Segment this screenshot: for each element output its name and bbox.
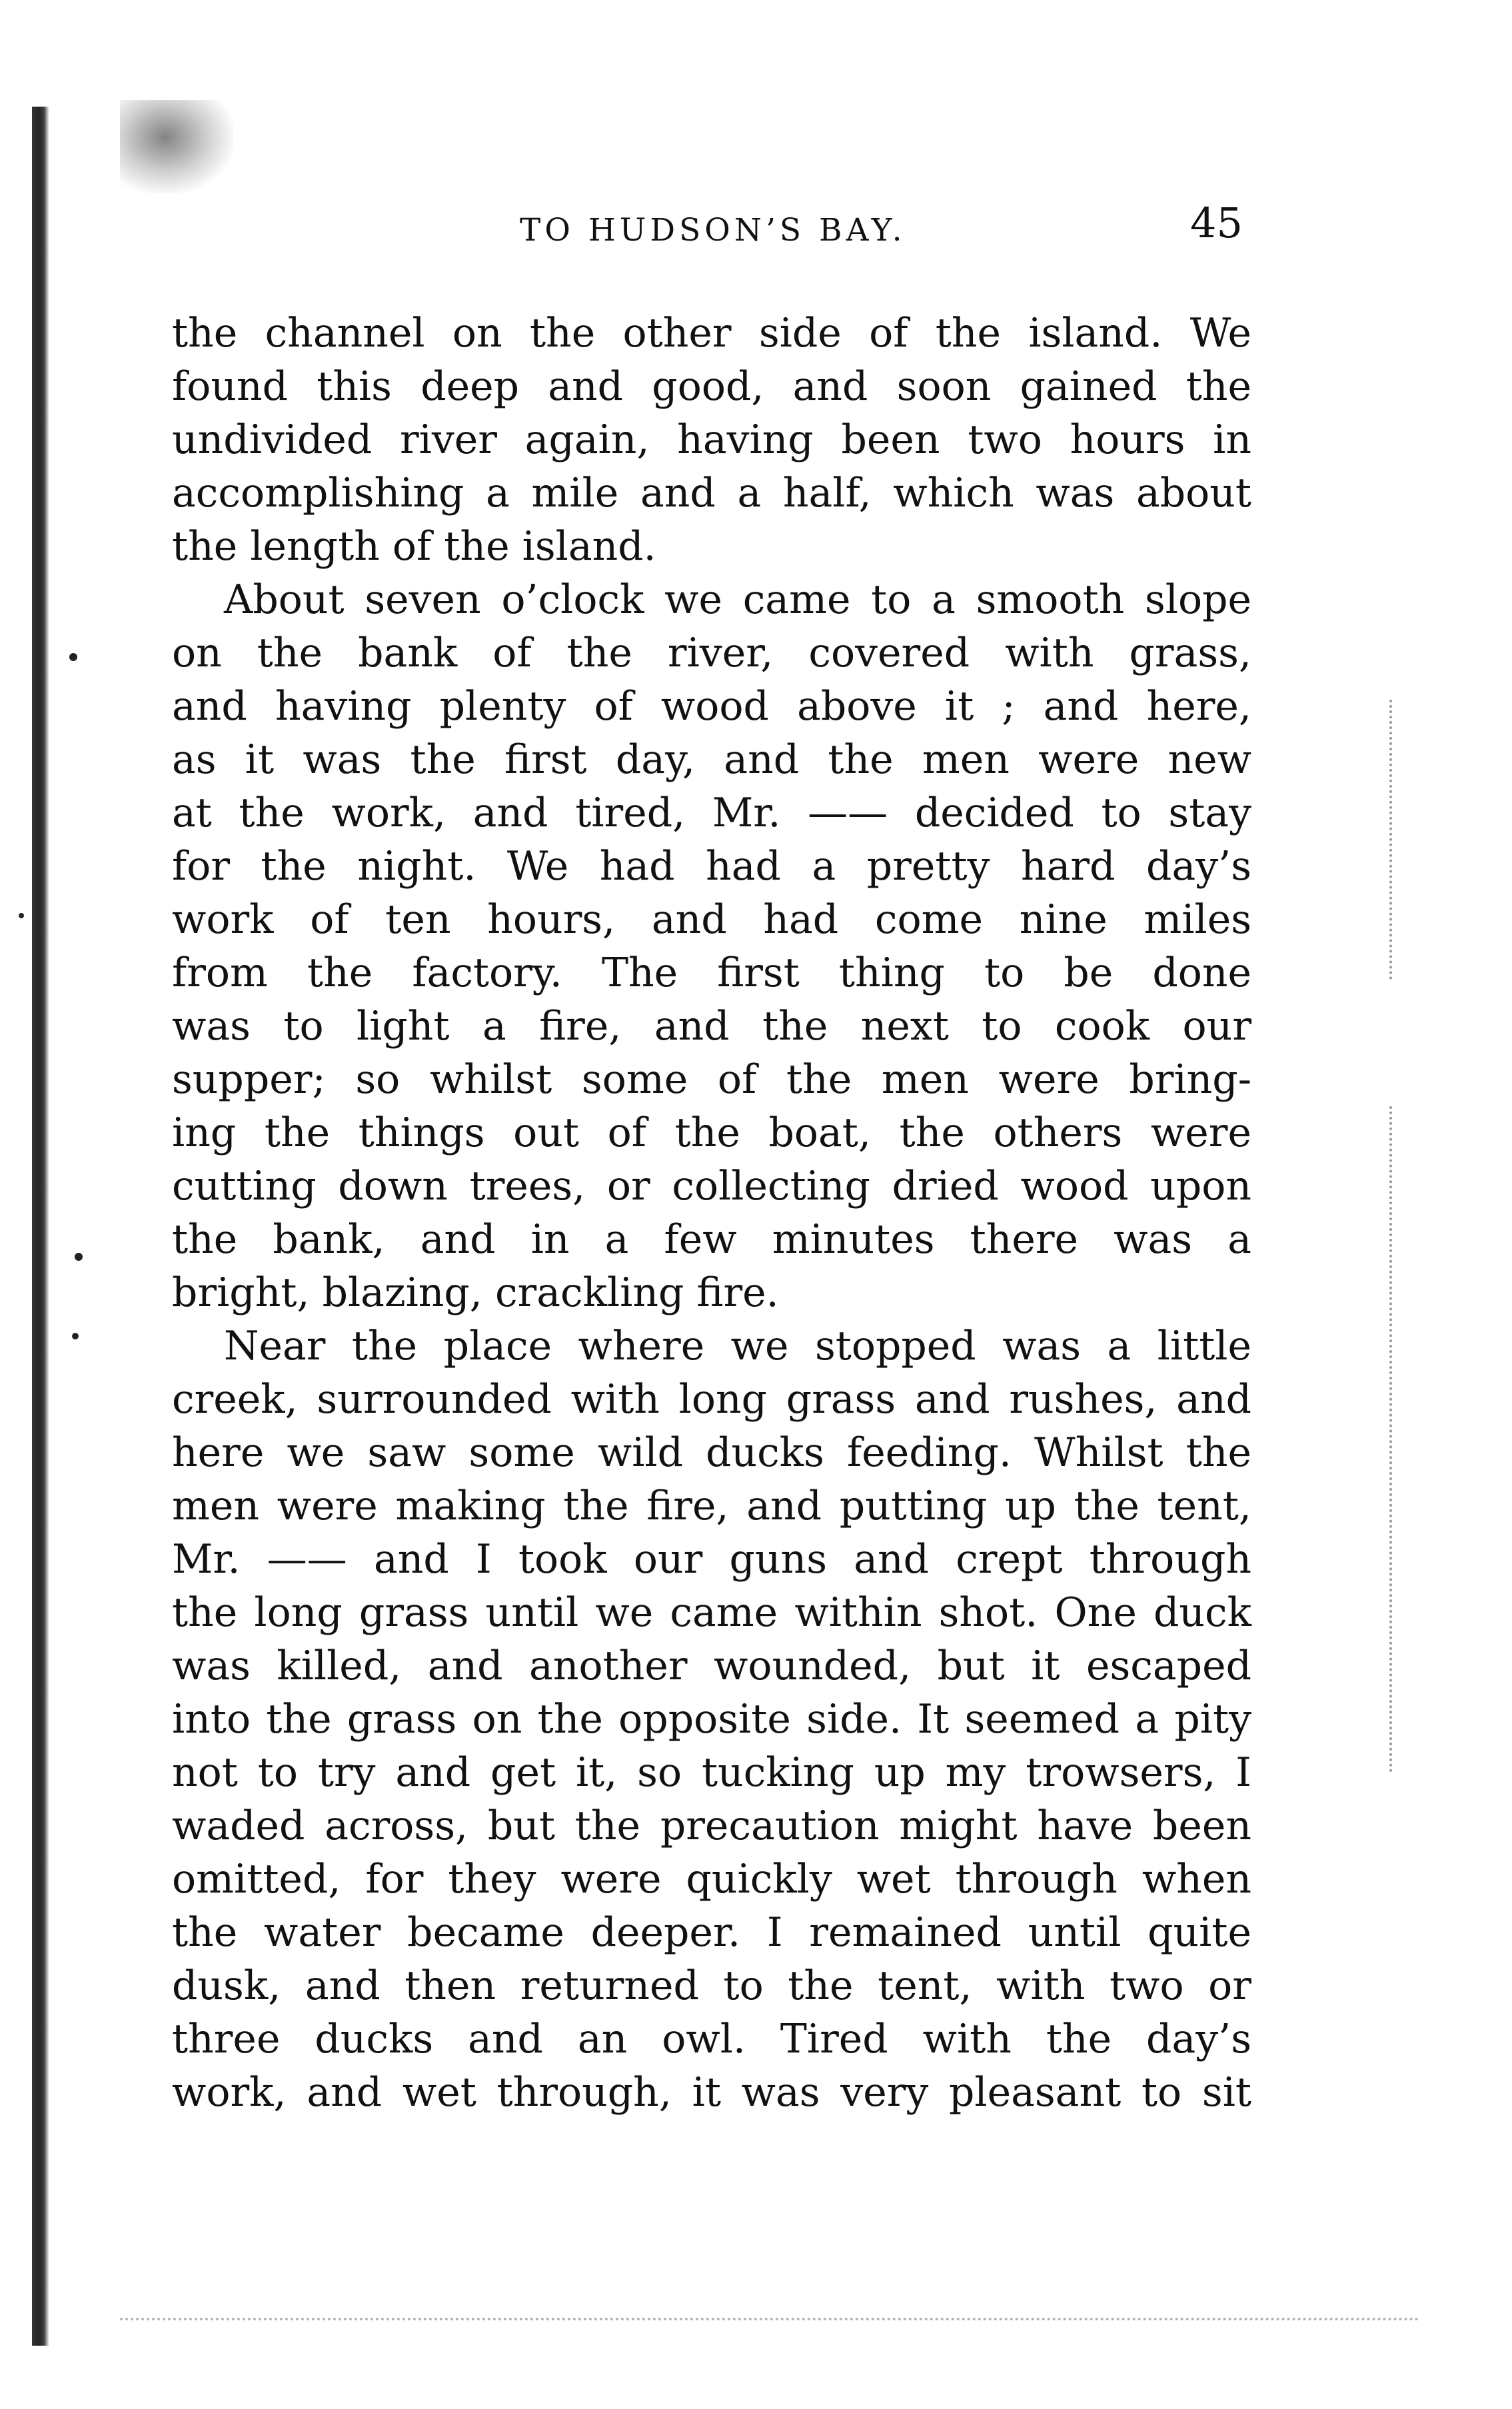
scan-noise-bottom (120, 2318, 1419, 2326)
scan-noise-right (1389, 1106, 1465, 1773)
text-line: found this deep and good, and soon gained the (172, 363, 1251, 410)
text-line: accomplishing a mile and a half, which was about (172, 470, 1251, 516)
text-line: waded across, but the precaution might have been (172, 1803, 1251, 1849)
gutter-speck (19, 913, 24, 918)
text-line: creek, surrounded with long grass and rushes, and (172, 1376, 1251, 1423)
text-line: Near the place where we stopped was a little (224, 1323, 1251, 1369)
text-line: undivided river again, having been two hours in (172, 416, 1251, 463)
ink-smudge (120, 100, 233, 193)
text-line: work of ten hours, and had come nine miles (172, 896, 1251, 943)
text-line: here we saw some wild ducks feeding. Whilst the (172, 1429, 1251, 1476)
text-line: bright, blazing, crackling fire. (172, 1269, 779, 1316)
text-line: the water became deeper. I remained until quite (172, 1909, 1251, 1956)
text-line: three ducks and an owl. Tired with the day’s (172, 2016, 1251, 2062)
text-line: men were making the fire, and putting up the tent, (172, 1483, 1251, 1529)
text-line: the channel on the other side of the island. We (172, 310, 1251, 357)
text-line: ing the things out of the boat, the others were (172, 1110, 1251, 1156)
text-line: was killed, and another wounded, but it escaped (172, 1643, 1251, 1689)
text-line: Mr. —— and I took our guns and crept through (172, 1536, 1251, 1583)
text-line: on the bank of the river, covered with grass, (172, 630, 1251, 676)
text-line: the bank, and in a few minutes there was a (172, 1216, 1251, 1263)
text-line: at the work, and tired, Mr. —— decided to stay (172, 790, 1251, 836)
gutter-speck (75, 1253, 83, 1261)
text-line: the long grass until we came within shot. One duck (172, 1589, 1251, 1636)
scan-noise-right (1389, 700, 1465, 980)
body-text (172, 307, 1251, 2119)
running-title: TO HUDSON’S BAY. (520, 212, 906, 249)
text-line: from the factory. The first thing to be done (172, 950, 1251, 996)
text-line: omitted, for they were quickly wet through when (172, 1856, 1251, 1903)
text-line: for the night. We had had a pretty hard day’s (172, 843, 1251, 890)
text-line: supper; so whilst some of the men were bring- (172, 1056, 1251, 1103)
text-line: was to light a fire, and the next to cook our (172, 1003, 1251, 1050)
binding-gutter-edge (32, 107, 49, 2346)
text-line: as it was the first day, and the men were new (172, 736, 1251, 783)
text-line: into the grass on the opposite side. It seemed a pity (172, 1696, 1251, 1743)
page-number: 45 (1190, 199, 1243, 247)
text-line: cutting down trees, or collecting dried wood upon (172, 1163, 1251, 1209)
text-line: About seven o’clock we came to a smooth slope (224, 576, 1251, 623)
text-line: work, and wet through, it was very pleasant to sit (172, 2069, 1251, 2116)
text-line: dusk, and then returned to the tent, with two or (172, 1963, 1251, 2009)
gutter-speck (72, 1333, 79, 1339)
gutter-speck (69, 653, 77, 661)
text-line: the length of the island. (172, 523, 656, 570)
text-line: not to try and get it, so tucking up my trowsers, I (172, 1749, 1251, 1796)
text-line: and having plenty of wood above it ; and here, (172, 683, 1251, 730)
